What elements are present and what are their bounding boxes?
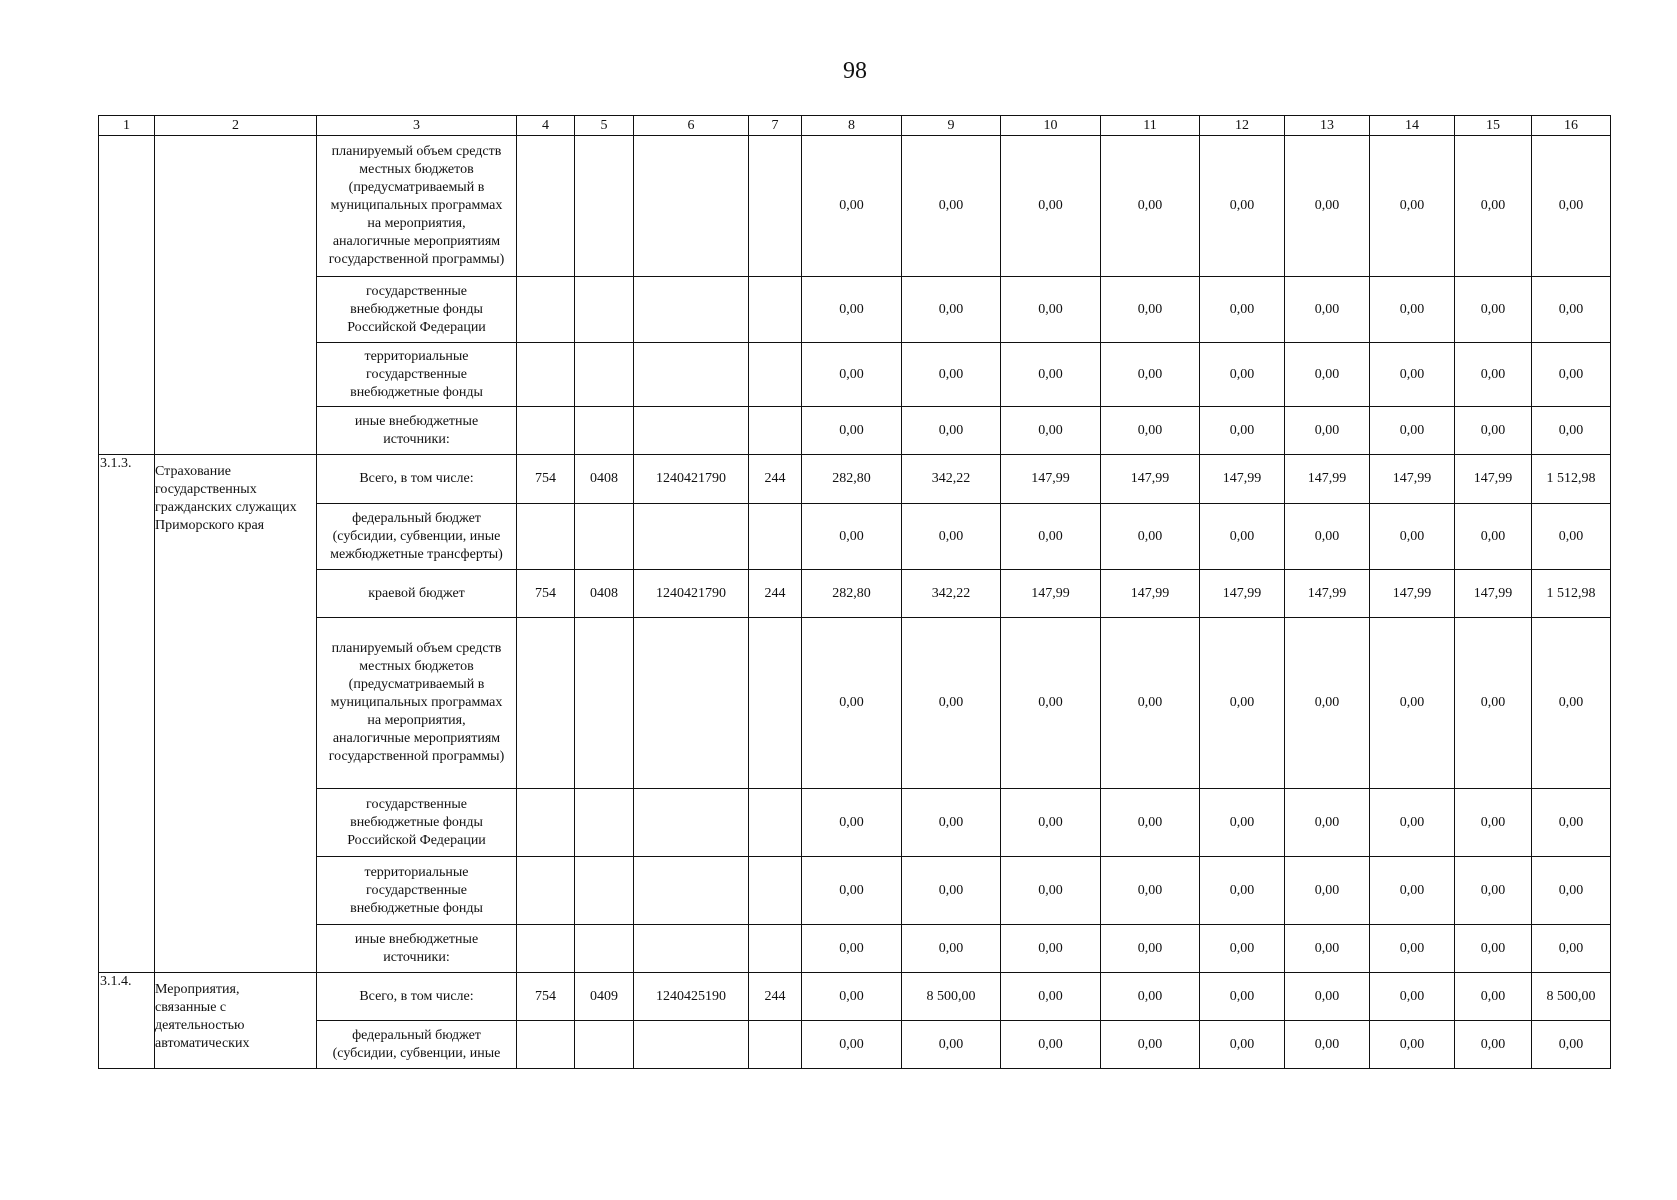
item-code — [99, 136, 155, 455]
table-row — [99, 925, 1611, 973]
column-number: 11 — [1101, 116, 1200, 136]
budget-code-cell: 1240421790 — [634, 570, 749, 618]
amount-cell: 0,00 — [1532, 343, 1611, 407]
item-name-line: автоматических — [155, 1036, 250, 1051]
amount-cell: 0,00 — [1532, 1021, 1611, 1069]
table-row — [99, 618, 1611, 789]
amount-cell: 0,00 — [1200, 407, 1285, 455]
amount-cell: 0,00 — [1200, 857, 1285, 925]
amount-cell: 8 500,00 — [902, 973, 1001, 1021]
column-number: 7 — [749, 116, 802, 136]
funding-source-line: (предусматриваемый в — [348, 677, 485, 692]
amount-cell: 0,00 — [1200, 925, 1285, 973]
amount-cell: 0,00 — [1370, 1021, 1455, 1069]
budget-code-cell: 1240425190 — [634, 973, 749, 1021]
item-name-line: Мероприятия, — [155, 982, 240, 997]
column-number: 12 — [1200, 116, 1285, 136]
funding-source-line: муниципальных программах — [330, 695, 503, 710]
amount-cell: 0,00 — [1285, 618, 1370, 789]
budget-code-cell: 754 — [517, 455, 575, 504]
amount-cell: 0,00 — [1285, 343, 1370, 407]
budget-code-cell: 1240421790 — [634, 455, 749, 504]
amount-cell: 0,00 — [1370, 343, 1455, 407]
item-name — [155, 455, 317, 973]
budget-code-cell: 244 — [749, 973, 802, 1021]
column-number-row — [99, 116, 1611, 136]
budget-code-cell — [749, 925, 802, 973]
budget-code-cell — [634, 618, 749, 789]
column-number: 10 — [1001, 116, 1101, 136]
amount-cell: 0,00 — [902, 136, 1001, 277]
funding-source-line: Всего, в том числе: — [359, 988, 474, 1004]
amount-cell: 0,00 — [1455, 277, 1532, 343]
column-number: 15 — [1455, 116, 1532, 136]
amount-cell: 147,99 — [1200, 570, 1285, 618]
budget-code-cell: 244 — [749, 455, 802, 504]
item-name-line: Страхование — [155, 464, 231, 479]
amount-cell: 0,00 — [802, 407, 902, 455]
column-number: 6 — [634, 116, 749, 136]
column-number: 8 — [802, 116, 902, 136]
amount-cell: 0,00 — [1455, 1021, 1532, 1069]
budget-code-cell — [517, 618, 575, 789]
funding-source-line: иные внебюджетные — [354, 413, 479, 429]
funding-source-line: внебюджетные фонды — [350, 301, 483, 317]
amount-cell: 0,00 — [1101, 973, 1200, 1021]
amount-cell: 0,00 — [1200, 504, 1285, 570]
page-number: 98 — [843, 58, 867, 84]
amount-cell: 0,00 — [1532, 789, 1611, 857]
amount-cell: 0,00 — [1200, 136, 1285, 277]
funding-source-line: федеральный бюджет — [352, 510, 481, 526]
amount-cell: 0,00 — [802, 857, 902, 925]
budget-code-cell — [575, 618, 634, 789]
amount-cell: 0,00 — [1001, 618, 1101, 789]
amount-cell: 147,99 — [1285, 570, 1370, 618]
amount-cell: 0,00 — [1532, 857, 1611, 925]
funding-source-line: государственные — [366, 366, 467, 382]
amount-cell: 0,00 — [1532, 925, 1611, 973]
budget-code-cell — [749, 1021, 802, 1069]
column-number: 13 — [1285, 116, 1370, 136]
amount-cell: 0,00 — [1455, 857, 1532, 925]
funding-source-line: источники: — [383, 949, 450, 965]
budget-code-cell — [749, 343, 802, 407]
funding-source-line: (субсидии, субвенции, иные — [332, 1045, 501, 1061]
amount-cell: 0,00 — [1200, 1021, 1285, 1069]
budget-code-cell — [575, 277, 634, 343]
amount-cell: 0,00 — [902, 407, 1001, 455]
funding-source-line: федеральный бюджет — [352, 1027, 481, 1043]
budget-code-cell — [749, 857, 802, 925]
amount-cell: 0,00 — [902, 504, 1001, 570]
column-number: 2 — [155, 116, 317, 136]
amount-cell: 0,00 — [802, 925, 902, 973]
funding-source-line: (предусматриваемый в — [348, 180, 485, 195]
budget-code-cell — [634, 343, 749, 407]
funding-source — [317, 504, 517, 570]
amount-cell: 0,00 — [1370, 136, 1455, 277]
amount-cell: 0,00 — [802, 136, 902, 277]
funding-source — [317, 136, 517, 277]
budget-code-cell — [749, 618, 802, 789]
column-number: 5 — [575, 116, 634, 136]
amount-cell: 0,00 — [1455, 504, 1532, 570]
amount-cell: 0,00 — [1200, 343, 1285, 407]
budget-code-cell: 0408 — [575, 570, 634, 618]
funding-source — [317, 973, 517, 1021]
budget-code-cell — [634, 1021, 749, 1069]
amount-cell: 0,00 — [1101, 504, 1200, 570]
amount-cell: 0,00 — [1455, 925, 1532, 973]
amount-cell: 0,00 — [902, 277, 1001, 343]
item-name-line: гражданских служащих — [155, 500, 297, 515]
budget-code-cell — [517, 789, 575, 857]
amount-cell: 0,00 — [1285, 973, 1370, 1021]
budget-code-cell: 244 — [749, 570, 802, 618]
amount-cell: 0,00 — [1001, 789, 1101, 857]
amount-cell: 0,00 — [1101, 136, 1200, 277]
funding-source — [317, 618, 517, 789]
amount-cell: 147,99 — [1101, 455, 1200, 504]
amount-cell: 0,00 — [1370, 277, 1455, 343]
amount-cell: 0,00 — [1001, 973, 1101, 1021]
funding-source-line: внебюджетные фонды — [350, 814, 483, 830]
amount-cell: 0,00 — [802, 973, 902, 1021]
funding-source-line: государственной программы) — [328, 749, 505, 764]
funding-source — [317, 857, 517, 925]
amount-cell: 0,00 — [1285, 407, 1370, 455]
column-number: 4 — [517, 116, 575, 136]
budget-code-cell — [749, 789, 802, 857]
amount-cell: 0,00 — [1101, 618, 1200, 789]
budget-code-cell: 754 — [517, 570, 575, 618]
amount-cell: 0,00 — [902, 618, 1001, 789]
amount-cell: 0,00 — [1001, 1021, 1101, 1069]
table-row — [99, 277, 1611, 343]
table-row — [99, 789, 1611, 857]
budget-code-cell: 0409 — [575, 973, 634, 1021]
amount-cell: 147,99 — [1455, 455, 1532, 504]
funding-source-line: планируемый объем средств — [331, 144, 502, 159]
amount-cell: 0,00 — [1285, 789, 1370, 857]
funding-source-line: территориальные — [364, 864, 469, 880]
funding-source-line: источники: — [383, 431, 450, 447]
funding-source-line: внебюджетные фонды — [350, 384, 483, 400]
funding-source-line: (субсидии, субвенции, иные — [332, 528, 501, 544]
funding-source — [317, 343, 517, 407]
amount-cell: 0,00 — [1001, 277, 1101, 343]
budget-table — [98, 115, 1611, 1069]
item-name-line: деятельностью — [155, 1018, 245, 1033]
table-row — [99, 343, 1611, 407]
amount-cell: 0,00 — [1532, 407, 1611, 455]
funding-source-line: Всего, в том числе: — [359, 471, 474, 486]
amount-cell: 0,00 — [802, 504, 902, 570]
budget-code-cell — [575, 136, 634, 277]
amount-cell: 0,00 — [1200, 973, 1285, 1021]
amount-cell: 0,00 — [1370, 973, 1455, 1021]
funding-source-line: на мероприятия, — [367, 713, 466, 728]
amount-cell: 0,00 — [1101, 925, 1200, 973]
budget-code-cell — [517, 136, 575, 277]
amount-cell: 0,00 — [1285, 857, 1370, 925]
column-number: 14 — [1370, 116, 1455, 136]
budget-code-cell — [634, 789, 749, 857]
funding-source-line: краевой бюджет — [368, 585, 465, 601]
funding-source-line: внебюджетные фонды — [350, 900, 483, 916]
item-name-line: Приморского края — [155, 518, 265, 533]
funding-source-line: государственные — [366, 882, 467, 898]
amount-cell: 0,00 — [802, 1021, 902, 1069]
amount-cell: 0,00 — [1001, 925, 1101, 973]
amount-cell: 0,00 — [1285, 1021, 1370, 1069]
amount-cell: 0,00 — [902, 789, 1001, 857]
budget-code-cell — [575, 925, 634, 973]
column-number: 9 — [902, 116, 1001, 136]
funding-source-line: местных бюджетов — [359, 659, 474, 674]
funding-source — [317, 407, 517, 455]
funding-source — [317, 455, 517, 504]
column-number: 3 — [317, 116, 517, 136]
item-code: 3.1.4. — [99, 973, 155, 1069]
funding-source — [317, 1021, 517, 1069]
table-row — [99, 136, 1611, 277]
amount-cell: 0,00 — [1001, 343, 1101, 407]
amount-cell: 0,00 — [1101, 789, 1200, 857]
amount-cell: 0,00 — [1285, 277, 1370, 343]
amount-cell: 0,00 — [1455, 789, 1532, 857]
funding-source-line: на мероприятия, — [367, 216, 466, 231]
funding-source-line: государственной программы) — [328, 252, 505, 267]
amount-cell: 282,80 — [802, 570, 902, 618]
amount-cell: 147,99 — [1285, 455, 1370, 504]
funding-source-line: иные внебюджетные — [354, 931, 479, 947]
amount-cell: 0,00 — [902, 1021, 1001, 1069]
amount-cell: 0,00 — [1001, 857, 1101, 925]
table-row — [99, 407, 1611, 455]
budget-code-cell — [634, 136, 749, 277]
budget-code-cell: 754 — [517, 973, 575, 1021]
budget-code-cell — [749, 504, 802, 570]
item-name — [155, 136, 317, 455]
amount-cell: 0,00 — [1455, 343, 1532, 407]
amount-cell: 0,00 — [1532, 136, 1611, 277]
amount-cell: 0,00 — [802, 618, 902, 789]
amount-cell: 0,00 — [802, 277, 902, 343]
amount-cell: 0,00 — [1370, 504, 1455, 570]
budget-code-cell — [749, 407, 802, 455]
budget-code-cell — [517, 407, 575, 455]
column-number: 1 — [99, 116, 155, 136]
budget-code-cell — [575, 407, 634, 455]
funding-source-line: местных бюджетов — [359, 162, 474, 177]
amount-cell: 0,00 — [1532, 504, 1611, 570]
amount-cell: 1 512,98 — [1532, 455, 1611, 504]
amount-cell: 342,22 — [902, 455, 1001, 504]
amount-cell: 0,00 — [1532, 277, 1611, 343]
amount-cell: 0,00 — [1455, 618, 1532, 789]
amount-cell: 147,99 — [1001, 570, 1101, 618]
amount-cell: 1 512,98 — [1532, 570, 1611, 618]
funding-source-line: аналогичные мероприятиям — [332, 731, 501, 746]
amount-cell: 0,00 — [1200, 789, 1285, 857]
amount-cell: 0,00 — [1001, 407, 1101, 455]
budget-code-cell — [634, 504, 749, 570]
funding-source-line: муниципальных программах — [330, 198, 503, 213]
amount-cell: 8 500,00 — [1532, 973, 1611, 1021]
budget-code-cell — [749, 277, 802, 343]
funding-source — [317, 789, 517, 857]
amount-cell: 0,00 — [802, 343, 902, 407]
amount-cell: 0,00 — [902, 925, 1001, 973]
funding-source-line: территориальные — [364, 348, 469, 364]
amount-cell: 0,00 — [1285, 136, 1370, 277]
table-row — [99, 570, 1611, 618]
amount-cell: 0,00 — [1370, 925, 1455, 973]
amount-cell: 0,00 — [1001, 136, 1101, 277]
amount-cell: 0,00 — [902, 857, 1001, 925]
table-row — [99, 973, 1611, 1021]
budget-code-cell — [517, 857, 575, 925]
table-row — [99, 455, 1611, 504]
budget-code-cell — [575, 789, 634, 857]
funding-source-line: государственные — [366, 283, 467, 299]
budget-code-cell — [517, 504, 575, 570]
budget-code-cell — [749, 136, 802, 277]
amount-cell: 0,00 — [1370, 618, 1455, 789]
item-code: 3.1.3. — [99, 455, 155, 973]
budget-code-cell — [634, 857, 749, 925]
budget-code-cell — [634, 407, 749, 455]
amount-cell: 0,00 — [1001, 504, 1101, 570]
amount-cell: 0,00 — [1455, 973, 1532, 1021]
funding-source — [317, 925, 517, 973]
table-row — [99, 504, 1611, 570]
item-name-line: связанные с — [155, 1000, 227, 1015]
budget-code-cell — [517, 925, 575, 973]
amount-cell: 147,99 — [1200, 455, 1285, 504]
funding-source-line: Российской Федерации — [347, 832, 486, 848]
budget-code-cell: 0408 — [575, 455, 634, 504]
budget-code-cell — [517, 277, 575, 343]
amount-cell: 0,00 — [1455, 136, 1532, 277]
amount-cell: 0,00 — [802, 789, 902, 857]
item-name-line: государственных — [155, 482, 257, 497]
budget-code-cell — [575, 857, 634, 925]
amount-cell: 0,00 — [1200, 277, 1285, 343]
amount-cell: 0,00 — [902, 343, 1001, 407]
column-number: 16 — [1532, 116, 1611, 136]
amount-cell: 147,99 — [1101, 570, 1200, 618]
amount-cell: 0,00 — [1101, 343, 1200, 407]
amount-cell: 147,99 — [1370, 455, 1455, 504]
budget-code-cell — [517, 343, 575, 407]
budget-code-cell — [575, 504, 634, 570]
budget-code-cell — [575, 343, 634, 407]
amount-cell: 282,80 — [802, 455, 902, 504]
funding-source-line: межбюджетные трансферты) — [330, 546, 503, 562]
amount-cell: 0,00 — [1285, 925, 1370, 973]
budget-code-cell — [517, 1021, 575, 1069]
funding-source-line: аналогичные мероприятиям — [332, 234, 501, 249]
amount-cell: 0,00 — [1532, 618, 1611, 789]
funding-source-line: государственные — [366, 796, 467, 812]
amount-cell: 0,00 — [1370, 857, 1455, 925]
amount-cell: 0,00 — [1455, 407, 1532, 455]
funding-source-line: планируемый объем средств — [331, 641, 502, 656]
amount-cell: 0,00 — [1370, 789, 1455, 857]
funding-source-line: Российской Федерации — [347, 319, 486, 335]
amount-cell: 0,00 — [1101, 1021, 1200, 1069]
amount-cell: 0,00 — [1370, 407, 1455, 455]
item-name — [155, 973, 317, 1069]
amount-cell: 342,22 — [902, 570, 1001, 618]
amount-cell: 0,00 — [1200, 618, 1285, 789]
amount-cell: 147,99 — [1001, 455, 1101, 504]
amount-cell: 147,99 — [1455, 570, 1532, 618]
amount-cell: 0,00 — [1101, 407, 1200, 455]
budget-code-cell — [575, 1021, 634, 1069]
amount-cell: 0,00 — [1285, 504, 1370, 570]
funding-source — [317, 570, 517, 618]
budget-code-cell — [634, 277, 749, 343]
table-row — [99, 1021, 1611, 1069]
amount-cell: 0,00 — [1101, 277, 1200, 343]
amount-cell: 147,99 — [1370, 570, 1455, 618]
funding-source — [317, 277, 517, 343]
budget-code-cell — [634, 925, 749, 973]
amount-cell: 0,00 — [1101, 857, 1200, 925]
table-row — [99, 857, 1611, 925]
